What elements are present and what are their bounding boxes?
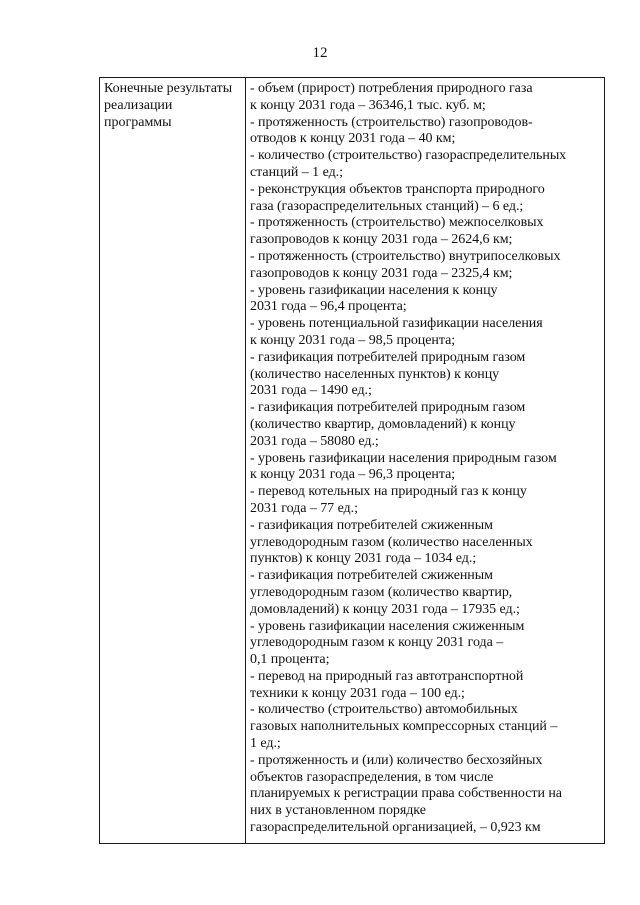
result-line: - газификация потребителей сжиженным [250, 517, 493, 533]
label-cell [100, 78, 246, 844]
result-line: - газификация потребителей сжиженным [250, 568, 493, 584]
result-line: - уровень потенциальной газификации населения [250, 316, 543, 332]
result-line: углеводородным газом (количество квартир, [250, 584, 513, 600]
result-line: пунктов) к концу 2031 года – 1034 ед.; [250, 551, 477, 567]
result-line: - перевод на природный газ автотранспортной [250, 668, 524, 684]
result-line: - протяженность и (или) количество бесхозяйных [250, 752, 543, 768]
result-line: - уровень газификации населения природным газом [250, 450, 557, 466]
result-line: планируемых к регистрации права собственности на [250, 786, 562, 802]
result-line: объектов газораспределения, в том числе [250, 769, 494, 785]
result-line: к концу 2031 года – 96,3 процента; [250, 467, 456, 483]
result-line: к концу 2031 года – 36346,1 тыс. куб. м; [250, 97, 486, 113]
result-line: - реконструкция объектов транспорта природного [250, 181, 545, 197]
result-line: - газификация потребителей природным газом [250, 349, 526, 365]
result-line: - протяженность (строительство) межпоселковых [250, 215, 544, 231]
result-line: них в установленном порядке [250, 803, 426, 819]
label-line: реализации [104, 97, 173, 113]
result-line: 2031 года – 58080 ед.; [250, 433, 379, 449]
result-line: к концу 2031 года – 98,5 процента; [250, 332, 456, 348]
page-number: 12 [312, 45, 328, 61]
result-line: - уровень газификации населения сжиженным [250, 618, 525, 634]
table-row [100, 78, 605, 844]
result-line: углеводородным газом к концу 2031 года – [250, 635, 504, 651]
result-line: 2031 года – 77 ед.; [250, 500, 358, 516]
result-line: 2031 года – 1490 ед.; [250, 383, 372, 399]
result-line: - протяженность (строительство) газопроводов- [250, 114, 533, 130]
result-line: станций – 1 ед.; [250, 164, 343, 180]
result-line: - объем (прирост) потребления природного газа [250, 81, 533, 96]
result-line: 2031 года – 96,4 процента; [250, 299, 407, 315]
result-line: - количество (строительство) автомобильных [250, 702, 518, 718]
result-line: газопроводов к концу 2031 года – 2325,4 км; [250, 265, 513, 281]
results-cell [246, 78, 605, 844]
result-line: 0,1 процента; [250, 652, 330, 668]
result-line: - газификация потребителей природным газом [250, 400, 526, 416]
result-line: газопроводов к концу 2031 года – 2624,6 км; [250, 232, 513, 248]
result-line: газа (газораспределительных станций) – 6 ед.; [250, 198, 524, 214]
result-line: (количество квартир, домовладений) к концу [250, 416, 516, 432]
result-line: (количество населенных пунктов) к концу [250, 366, 500, 382]
result-line: домовладений) к концу 2031 года – 17935 ед.; [250, 601, 520, 617]
result-line: газораспределительной организацией, – 0,923 км [250, 820, 541, 836]
result-line: - количество (строительство) газораспределительных [250, 148, 567, 164]
label-line: Конечные результаты [104, 81, 233, 96]
result-line: - перевод котельных на природный газ к концу [250, 484, 527, 500]
result-line: техники к концу 2031 года – 100 ед.; [250, 685, 465, 701]
result-line: отводов к концу 2031 года – 40 км; [250, 131, 456, 147]
result-line: 1 ед.; [250, 736, 281, 752]
result-line: углеводородным газом (количество населенных [250, 534, 533, 550]
result-line: - протяженность (строительство) внутрипоселковых [250, 248, 561, 264]
result-line: газовых наполнительных компрессорных станций – [250, 719, 558, 735]
label-line: программы [104, 114, 172, 130]
result-line: - уровень газификации населения к концу [250, 282, 498, 298]
results-table [99, 77, 605, 844]
